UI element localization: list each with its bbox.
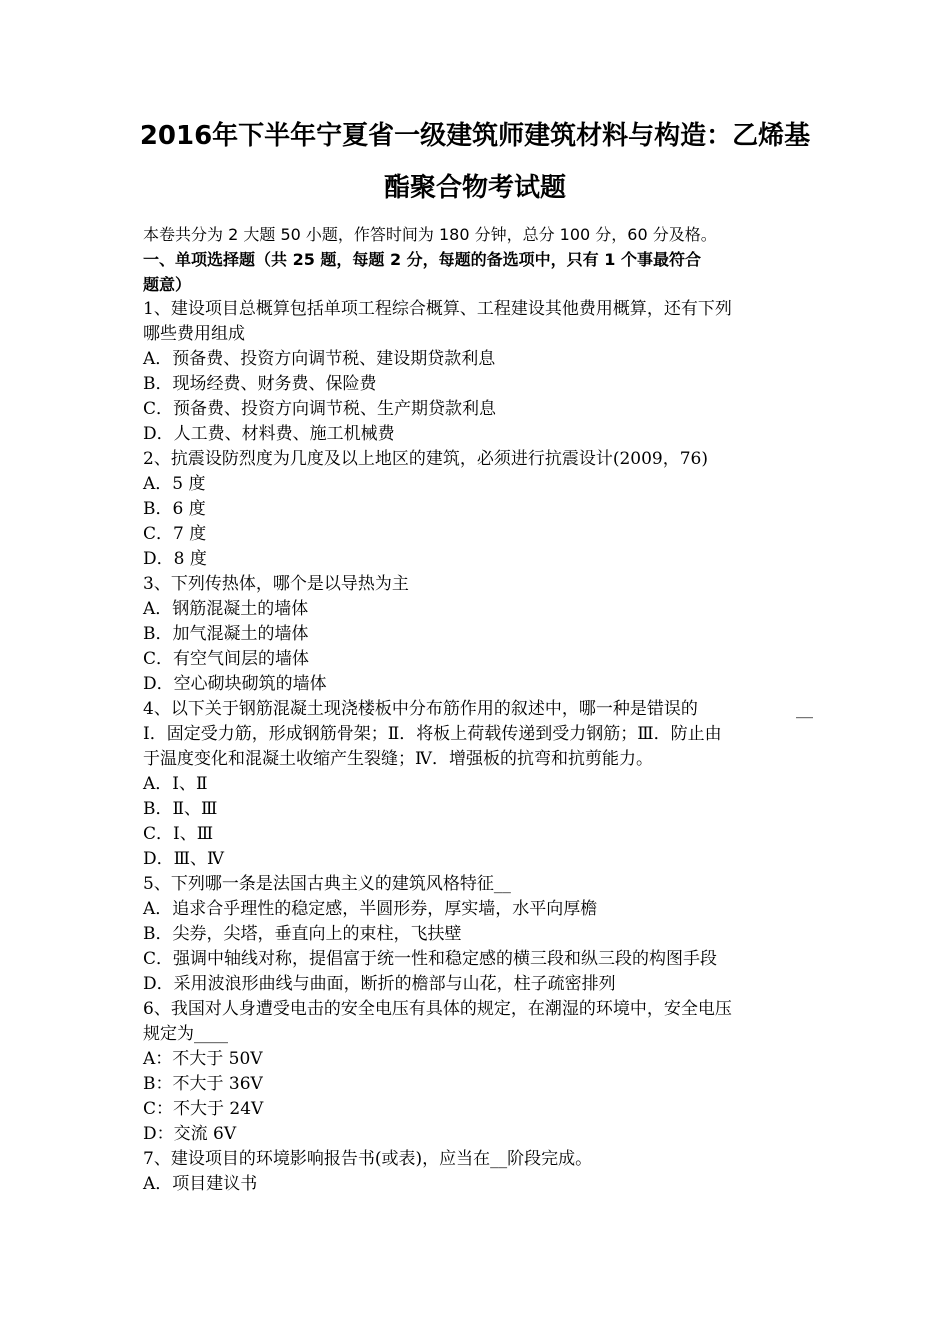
question-4-option-c: C．Ⅰ、Ⅲ — [143, 824, 214, 844]
question-2-option-c: C．7 度 — [143, 524, 207, 544]
question-6-option-d: D：交流 6V — [143, 1124, 237, 1144]
question-1-option-a: A．预备费、投资方向调节税、建设期贷款利息 — [143, 349, 496, 369]
question-2-option-a: A．5 度 — [143, 474, 206, 494]
question-5-stem: 5、下列哪一条是法国古典主义的建筑风格特征__ — [143, 874, 511, 894]
question-3-option-d: D．空心砌块砌筑的墙体 — [143, 674, 327, 694]
question-6-option-b: B：不大于 36V — [143, 1074, 263, 1094]
question-5-option-d: D．采用波浪形曲线与曲面，断折的檐部与山花，柱子疏密排列 — [143, 974, 616, 994]
question-4-answer-blank: __ — [796, 699, 813, 719]
question-4-stem-line-3: 于温度变化和混凝土收缩产生裂缝；Ⅳ．增强板的抗弯和抗剪能力。 — [143, 749, 653, 769]
question-4-stem-line-2: Ⅰ．固定受力筋，形成钢筋骨架；Ⅱ．将板上荷载传递到受力钢筋；Ⅲ．防止由 — [143, 724, 722, 744]
section-heading-line-1: 一、单项选择题（共 25 题，每题 2 分，每题的备选项中，只有 1 个事最符合 — [143, 250, 701, 269]
question-4-option-d: D．Ⅲ、Ⅳ — [143, 849, 225, 869]
question-2-option-d: D．8 度 — [143, 549, 207, 569]
question-1-stem-line-2: 哪些费用组成 — [143, 324, 245, 344]
question-3-option-b: B．加气混凝土的墙体 — [143, 624, 309, 644]
question-4-stem-text: 4、以下关于钢筋混凝土现浇楼板中分布筋作用的叙述中，哪一种是错误的 — [143, 699, 698, 719]
question-4-option-b: B．Ⅱ、Ⅲ — [143, 799, 218, 819]
question-1-option-d: D．人工费、材料费、施工机械费 — [143, 424, 395, 444]
question-5-option-b: B．尖券，尖塔，垂直向上的束柱，飞扶壁 — [143, 924, 462, 944]
question-4-option-a: A．Ⅰ、Ⅱ — [143, 774, 208, 794]
question-3-option-c: C．有空气间层的墙体 — [143, 649, 310, 669]
question-3-option-a: A．钢筋混凝土的墙体 — [143, 599, 309, 619]
question-6-option-c: C：不大于 24V — [143, 1099, 264, 1119]
question-2-option-b: B．6 度 — [143, 499, 206, 519]
question-6-stem-line-1: 6、我国对人身遭受电击的安全电压有具体的规定，在潮湿的环境中，安全电压 — [143, 999, 732, 1019]
exam-intro: 本卷共分为 2 大题 50 小题，作答时间为 180 分钟，总分 100 分，60 分及格。 — [143, 225, 717, 244]
document-body — [143, 222, 813, 1197]
question-1-stem-line-1: 1、建设项目总概算包括单项工程综合概算、工程建设其他费用概算，还有下列 — [143, 299, 732, 319]
document-title-line-1: 2016年下半年宁夏省一级建筑师建筑材料与构造：乙烯基 — [139, 121, 811, 151]
question-5-option-a: A．追求合乎理性的稳定感，半圆形券，厚实墙，水平向厚檐 — [143, 899, 598, 919]
question-3-stem: 3、下列传热体，哪个是以导热为主 — [143, 574, 409, 594]
question-6-option-a: A：不大于 50V — [143, 1049, 263, 1069]
question-7-option-a: A．项目建议书 — [143, 1174, 258, 1194]
question-2-stem: 2、抗震设防烈度为几度及以上地区的建筑，必须进行抗震设计(2009，76) — [143, 449, 708, 469]
question-1-option-b: B．现场经费、财务费、保险费 — [143, 374, 377, 394]
question-6-stem-line-2: 规定为____ — [143, 1024, 228, 1044]
document-title-line-2: 酯聚合物考试题 — [383, 173, 566, 203]
section-heading-line-2: 题意） — [143, 275, 192, 294]
question-1-option-c: C．预备费、投资方向调节税、生产期贷款利息 — [143, 399, 497, 419]
question-5-option-c: C．强调中轴线对称，提倡富于统一性和稳定感的横三段和纵三段的构图手段 — [143, 949, 718, 969]
question-7-stem: 7、建设项目的环境影响报告书(或表)，应当在__阶段完成。 — [143, 1149, 593, 1169]
question-4-stem-line-1 — [143, 697, 813, 722]
